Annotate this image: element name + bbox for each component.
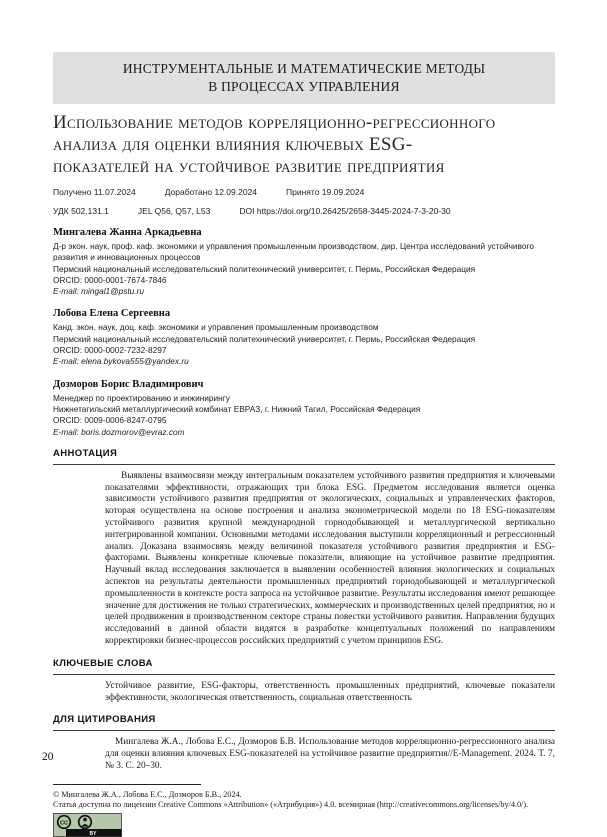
citation-text: Мингалева Ж.А., Лобова Е.С., Дозморов Б.В. Использование методов корреляционно-регрессионного анализа для оценки влияния ключевых ESG-показателей на устойчивое развитие предприятия//E-Management. 2024. Т. 7, № 3. С. 20–30. [105, 737, 555, 771]
abstract-text: Выявлены взаимосвязи между интегральным показателем устойчивого развития предприятия и ключевыми показателями эффективности, отражающих три блока ESG. Предметом исследования является оценка зависимости устойчивого развития предприятия от экологических, социальных и управленческих факторов, которая осуществлена на основе построения и анализа эконометрической модели по 18 ESG-показателям устойчивого развития крупной международной горнодобывающей и металлургической вертикально интегрированной компании. Основными методами исследования выступили корреляционный и регрессионный анализ. Доказана взаимосвязь между величиной показателя устойчивого развития предприятия и ESG-факторами. Выявлены конкретные ключевые показатели, влияющие на устойчивое развитие предприятия. Научный вклад исследования заключается в выявлении особенностей влияния экологических и социальных аспектов на результаты деятельности промышленных предприятий горнодобывающей и металлургической промышленности в контексте роста запроса на устойчивое развитие. Результаты исследования имеют решающее значение для достижения не только стратегических, коммерческих и производственных целей предприятия, но и целей продвижения в производственном секторе страны повестки устойчивого развития. Направления будущих исследований в данной области видятся в разработке концептуальных положений по направлениям корректировки бизнес-процессов российских предприятий с учетом принципов ESG. [105, 470, 555, 647]
author-orcid: ORCID: 0000-0001-7674-7846 [53, 274, 167, 285]
article-title-line-2: анализа для оценки влияния ключевых ESG- [53, 134, 413, 155]
author-position: Канд. экон. наук, доц. каф. экономики и управления промышленным производством [53, 322, 379, 333]
by-label: BY [89, 831, 97, 837]
author-orcid: ORCID: 0009-0006-8247-0795 [53, 415, 167, 426]
date-revised: Доработано 12.09.2024 [164, 187, 258, 197]
journal-section-banner [53, 52, 555, 104]
keywords-text: Устойчивое развитие, ESG-факторы, ответственность промышленных предприятий, ключевые показатели эффективности, экологическая ответственность, социальная ответственность [105, 680, 555, 703]
page-number: 20 [42, 751, 54, 763]
author-orcid: ORCID: 0000-0002-7232-8297 [53, 345, 167, 356]
article-title [53, 112, 555, 178]
citation-heading: ДЛЯ ЦИТИРОВАНИЯ [53, 714, 555, 731]
author-block-3 [53, 379, 555, 438]
author-affiliation: Пермский национальный исследовательский политехнический университет, г. Пермь, Российская Федерация [53, 333, 476, 344]
author-email: E-mail: boris.dozmorov@evraz.com [53, 426, 185, 437]
author-affiliation: Нижнетагильский металлургический комбинат ЕВРАЗ, г. Нижний Тагил, Российская Федерация [53, 403, 421, 414]
author-block-2 [53, 308, 555, 367]
page-footer [53, 784, 555, 837]
copyright-line: © Мингалева Ж.А., Лобова Е.С., Дозморов Б.В., 2024. [53, 789, 242, 799]
cc-by-license-badge-icon [53, 813, 122, 837]
author-email: E-mail: elena.bykova555@yandex.ru [53, 356, 189, 367]
date-accepted: Принято 19.09.2024 [286, 187, 365, 197]
abstract-section [53, 448, 555, 648]
author-position: Д-р экон. наук, проф. каф. экономики и управления промышленным производством, дир. Центра исследований устойчивого развития и инновационных процессов [53, 241, 534, 263]
author-name: Лобова Елена Сергеевна [53, 308, 171, 320]
banner-line-2: В ПРОЦЕССАХ УПРАВЛЕНИЯ [208, 79, 400, 94]
cc-logo-text: CC [59, 820, 69, 827]
author-name: Мингалева Жанна Аркадьевна [53, 227, 202, 238]
keywords-section [53, 658, 555, 705]
author-email: E-mail: mingal1@pstu.ru [53, 286, 144, 297]
jel-codes: JEL Q56, Q57, L53 [137, 206, 211, 216]
page-content [53, 52, 555, 837]
author-affiliation: Пермский национальный исследовательский политехнический университет, г. Пермь, Российская Федерация [53, 263, 476, 274]
article-meta-row [53, 206, 555, 216]
footnote-divider [53, 784, 201, 785]
article-dates-row [53, 187, 555, 197]
article-title-line-3: показателей на устойчивое развитие предприятия [53, 156, 445, 177]
author-position: Менеджер по проектированию и инжинирингу [53, 392, 230, 403]
citation-section [53, 714, 555, 772]
keywords-heading: КЛЮЧЕВЫЕ СЛОВА [53, 658, 555, 675]
author-name: Дозморов Борис Владимирович [53, 378, 204, 390]
article-title-line-1: Использование методов корреляционно-регрессионного [53, 112, 496, 133]
date-received: Получено 11.07.2024 [53, 187, 136, 197]
author-block-1 [53, 227, 555, 297]
license-line: Статья доступна по лицензии Creative Commons «Attribution» («Атрибуция») 4.0. всемирная (http://creativecommons.org/licenses/by/4.0/). [53, 799, 529, 809]
doi-link: DOI https://doi.org/10.26425/2658-3445-2024-7-3-20-30 [239, 206, 451, 216]
banner-line-1: ИНСТРУМЕНТАЛЬНЫЕ И МАТЕМАТИЧЕСКИЕ МЕТОДЫ [122, 61, 486, 76]
abstract-heading: АННОТАЦИЯ [53, 448, 555, 465]
udk-code: УДК 502.131.1 [53, 206, 109, 216]
